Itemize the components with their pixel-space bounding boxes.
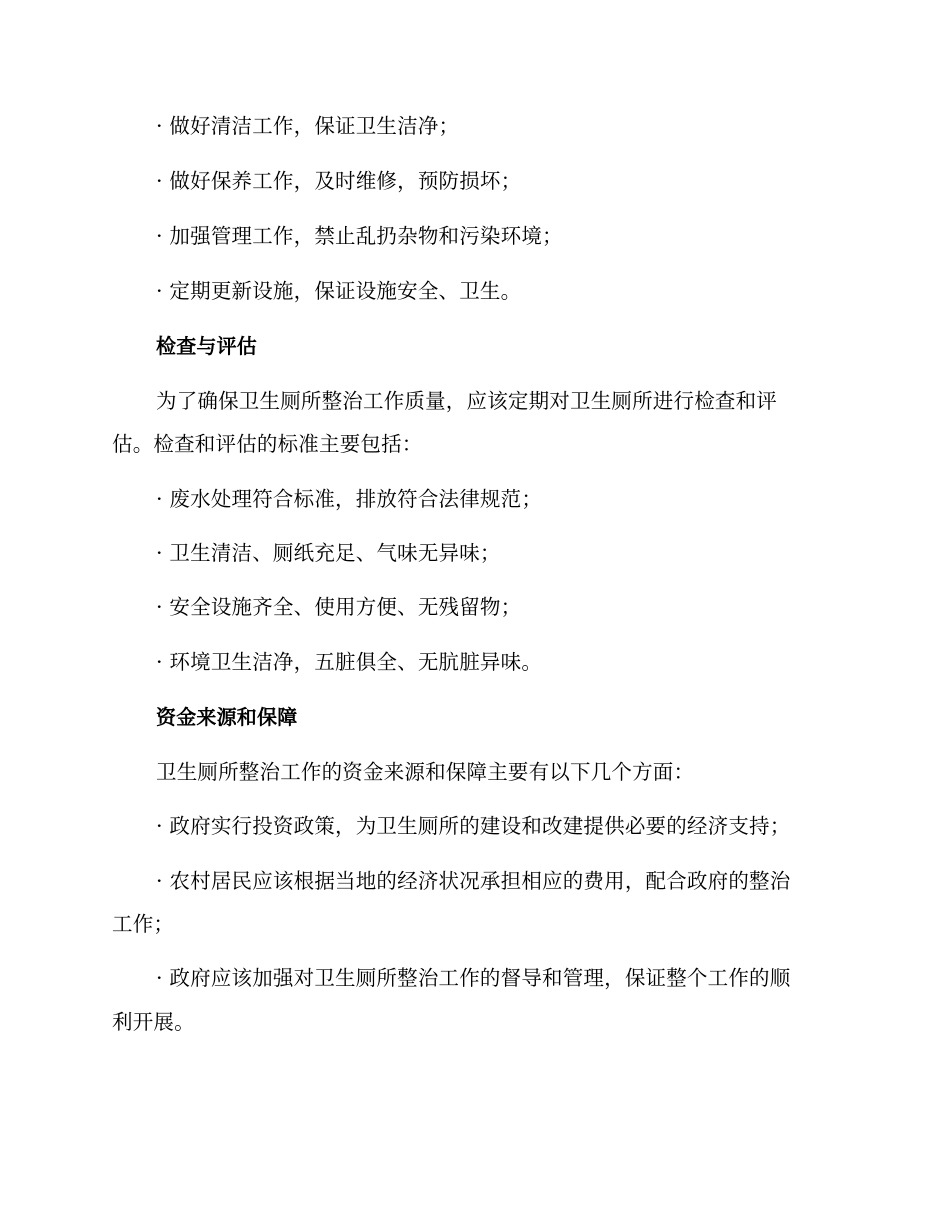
bullet-item: · 做好保养工作，及时维修，预防损坏； bbox=[156, 169, 522, 193]
paragraph-line: 为了确保卫生厕所整治工作质量，应该定期对卫生厕所进行检查和评 bbox=[156, 389, 777, 413]
bullet-item: · 安全设施齐全、使用方便、无残留物； bbox=[156, 595, 522, 619]
bullet-item: · 做好清洁工作，保证卫生洁净； bbox=[156, 114, 460, 138]
bullet-item: · 加强管理工作，禁止乱扔杂物和污染环境； bbox=[156, 224, 563, 248]
bullet-item: · 环境卫生洁净，五脏俱全、无肮脏异味。 bbox=[156, 650, 543, 674]
section-heading: 检查与评估 bbox=[156, 334, 257, 358]
bullet-item: · 政府应该加强对卫生厕所整治工作的督导和管理，保证整个工作的顺 bbox=[156, 966, 791, 990]
section-heading: 资金来源和保障 bbox=[156, 705, 298, 729]
bullet-item-continuation: 工作； bbox=[112, 912, 175, 936]
bullet-item: · 政府实行投资政策，为卫生厕所的建设和改建提供必要的经济支持； bbox=[156, 814, 791, 838]
bullet-item: · 废水处理符合标准，排放符合法律规范； bbox=[156, 487, 543, 511]
bullet-item: · 卫生清洁、厕纸充足、气味无异味； bbox=[156, 541, 501, 565]
paragraph-line: 卫生厕所整治工作的资金来源和保障主要有以下几个方面： bbox=[156, 760, 695, 784]
bullet-item-continuation: 利开展。 bbox=[112, 1010, 195, 1034]
paragraph-line: 估。检查和评估的标准主要包括： bbox=[112, 432, 423, 456]
bullet-item: · 农村居民应该根据当地的经济状况承担相应的费用，配合政府的整治 bbox=[156, 869, 791, 893]
bullet-item: · 定期更新设施，保证设施安全、卫生。 bbox=[156, 279, 522, 303]
